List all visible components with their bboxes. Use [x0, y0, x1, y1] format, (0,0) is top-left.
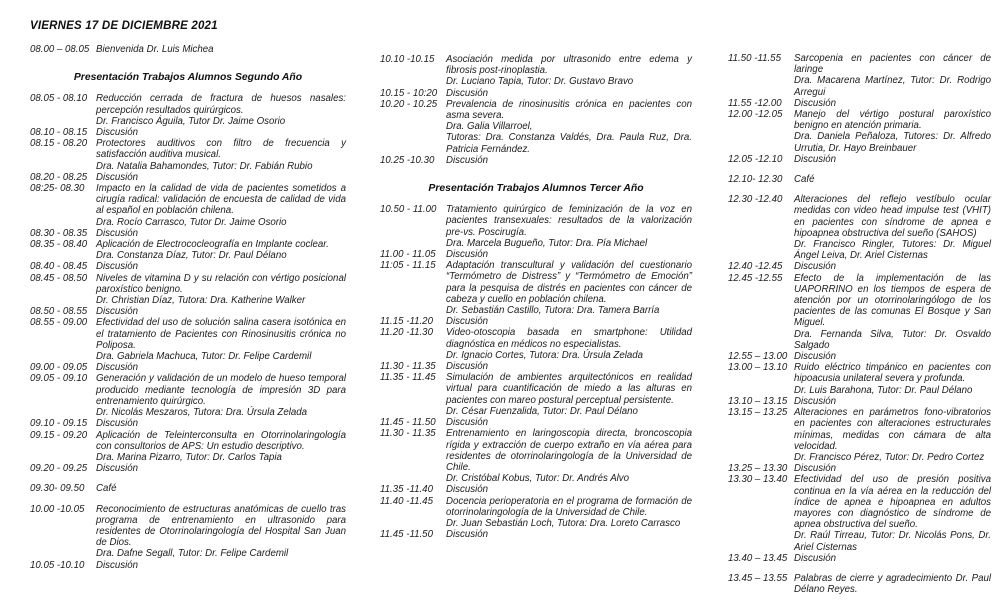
schedule-entry [728, 362, 991, 396]
schedule-entry [728, 261, 991, 272]
schedule-entry [30, 483, 346, 494]
schedule-entry [30, 273, 346, 307]
entry-presenter-text: Dra. Natalia Bahamondes, Tutor: Dr. Fabián Rubio [96, 160, 313, 172]
entry-time: 11.30 - 11.35 [380, 428, 436, 440]
entry-text [96, 560, 346, 571]
entry-presenter-text: Dra. Daniela Peñaloza, Tutores: Dr. Alfredo Urrutia, Dr. Hayo Breinbauer [794, 131, 991, 154]
entry-title-text: Impacto en la calidad de vida de pacientes sometidos a cirugía radical: validación de encuesta de calidad de vida al español en población chilena. [96, 183, 346, 217]
entry-title-text: Efecto de la implementación de las UAPORRINO en los tiempos de espera de atención por un otorrinolaringólogo de los pacientes de las comunas El Bosque y San Miguel. [794, 272, 991, 329]
entry-presenter-text: Dr. Luciano Tapia, Tutor: Dr. Gustavo Bravo [446, 76, 634, 88]
schedule-entry [728, 351, 991, 362]
entry-text [794, 362, 991, 396]
entry-time: 09.10 - 09.15 [30, 418, 88, 430]
entry-text [446, 260, 692, 316]
entry-title-text: Discusión [96, 463, 138, 475]
schedule-entry [30, 418, 346, 429]
entry-text [794, 474, 991, 552]
entry-text [96, 239, 346, 261]
entry-time: 12.30 -12.40 [728, 194, 783, 206]
entry-time: 13.45 – 13.55 [728, 572, 788, 584]
section-heading: Presentación Trabajos Alumnos Segundo Año [73, 72, 303, 84]
schedule-entry [30, 373, 346, 418]
entry-text [96, 317, 346, 362]
entry-time: 13.25 – 13.30 [728, 463, 788, 475]
entry-text [96, 430, 346, 464]
schedule-entry [380, 496, 692, 530]
entry-time: 11.40 -11.45 [380, 495, 433, 507]
entry-title-text: Discusión [794, 351, 836, 363]
entry-title-text: Palabras de cierre y agradecimiento Dr. Paul Délano Reyes. [794, 572, 991, 596]
schedule-entry [30, 228, 346, 239]
entry-time: 11.50 -11.55 [728, 53, 781, 64]
schedule-entry [380, 249, 692, 260]
entry-text [96, 172, 346, 183]
entry-text [794, 396, 991, 407]
entry-presenter-text: Dra. Constanza Díaz, Tutor: Dr. Paul Délano [96, 250, 287, 262]
page-title: VIERNES 17 DE DICIEMBRE 2021 [30, 20, 218, 32]
entry-title-text: Discusión [446, 417, 488, 429]
entry-time: 11.45 - 11.50 [380, 417, 436, 429]
entry-presenter-text: Dra. Galia Villarroel, [446, 121, 533, 133]
entry-title-text: Discusión [794, 153, 836, 165]
entry-time: 12.00 -12.05 [728, 109, 783, 121]
schedule-entry [380, 417, 692, 428]
entry-text [794, 98, 991, 109]
entry-text [96, 93, 346, 127]
entry-title-text: Discusión [96, 261, 138, 273]
entry-presenter-text: Dra. Marina Pizarro, Tutor: Dr. Carlos Tapia [96, 451, 282, 463]
schedule-entry [380, 529, 692, 540]
entry-title-text: Aplicación de Electrococleografía en Implante coclear. [96, 239, 329, 251]
entry-text [794, 53, 991, 98]
entry-time: 12.45 -12.55 [728, 272, 783, 284]
entry-title-text: Prevalencia de rinosinusitis crónica en pacientes con asma severa. [446, 98, 692, 122]
schedule-entry [728, 174, 991, 185]
schedule-column-2 [380, 54, 692, 540]
entry-text [446, 54, 692, 88]
entry-title-text: Discusión [446, 484, 488, 496]
entry-time: 08.00 – 08.05 [30, 44, 90, 55]
entry-text [794, 261, 991, 272]
entry-title-text: Niveles de vitamina D y su relación con vértigo posicional paroxístico benigno. [96, 272, 346, 295]
entry-title-text: Reducción cerrada de fractura de huesos nasales: percepción resultados quirúrgicos. [96, 93, 346, 116]
entry-title-text: Discusión [794, 97, 836, 109]
entry-time: 09.05 - 09.10 [30, 373, 88, 385]
entry-title-text: Efectividad del uso de solución salina casera isotónica en el tratamiento de Pacientes con Rinosinusitis crónica no Poliposa. [96, 317, 346, 351]
entry-text [96, 183, 346, 228]
entry-time: 12.40 -12.45 [728, 261, 783, 273]
entry-presenter-text: Dra. Dafne Segall, Tutor: Dr. Felipe Cardemil [96, 548, 289, 560]
schedule-entry [380, 204, 692, 249]
entry-time: 09.00 - 09.05 [30, 362, 88, 374]
entry-title-text: Discusión [96, 127, 138, 139]
entry-presenter-text: Dr. Juan Sebastián Loch, Tutora: Dra. Loreto Carrasco [446, 517, 681, 529]
entry-text [96, 463, 346, 474]
entry-time: 11.35 - 11.45 [380, 372, 436, 384]
entry-title-text: Bienvenida Dr. Luis Michea [96, 44, 214, 55]
entry-title-text: Discusión [446, 316, 488, 328]
entry-title-text: Discusión [446, 87, 488, 99]
entry-time: 12.05 -12.10 [728, 153, 783, 165]
entry-text [794, 351, 991, 362]
entry-title-text: Café [794, 174, 815, 186]
schedule-entry [380, 428, 692, 484]
entry-text [794, 194, 991, 261]
entry-time: 13.00 – 13.10 [728, 362, 788, 374]
entry-time: 11.45 -11.50 [380, 529, 433, 541]
entry-presenter-text: Dra. Fernanda Silva, Tutor: Dr. Osvaldo Salgado [794, 328, 991, 351]
entry-presenter-text: Dr. Ignacio Cortes, Tutora: Dra. Úrsula Zelada [446, 349, 644, 361]
entry-time: 13.15 – 13.25 [728, 407, 788, 419]
schedule-entry [380, 484, 692, 495]
entry-title-text: Generación y validación de un modelo de hueso temporal producido mediante tecnología de impresión 3D para entrenamiento quirúrgico. [96, 373, 346, 407]
entry-text [446, 428, 692, 484]
entry-title-text: Discusión [96, 227, 138, 239]
entry-time: 11.35 -11.40 [380, 484, 433, 496]
entry-text [446, 99, 692, 155]
entry-text [446, 316, 692, 327]
entry-title-text: Alteraciones en parámetros fono-vibratorios en pacientes con alteraciones estructurales mínimas, medidas con cámara de alta velocidad. [794, 407, 991, 452]
entry-time: 09.30- 09.50 [30, 483, 85, 495]
entry-title-text: Video-otoscopia basada en smartphone: Utilidad diagnóstica en médicos no especialistas. [446, 327, 692, 350]
entry-presenter-text: Dra. Macarena Martínez, Tutor: Dr. Rodrigo Arregui [794, 75, 991, 98]
entry-presenter-text: Dra. Gabriela Machuca, Tutor: Dr. Felipe Cardemil [96, 351, 312, 363]
entry-time: 11.00 - 11.05 [380, 249, 436, 261]
entry-time: 10.25 -10.30 [380, 154, 435, 166]
entry-text [446, 204, 692, 249]
entry-title-text: Discusión [96, 171, 138, 183]
entry-time: 08.45 - 08.50 [30, 272, 88, 284]
entry-title-text: Discusión [794, 463, 836, 475]
entry-time: 11.55 -12.00 [728, 97, 782, 109]
entry-title-text: Aplicación de Teleinterconsulta en Otorrinolaringología con consultorios de APS: Un estudio descriptivo. [96, 429, 346, 452]
entry-time: 10.00 -10.05 [30, 503, 85, 515]
entry-text [446, 88, 692, 99]
entry-time: 10.50 - 11.00 [380, 204, 437, 216]
entry-title-text: Adaptación transcultural y validación del cuestionario “Termómetro de Distress” y “Termómetro de Emoción” para la pesquisa de distrés en pacientes con cáncer de cabeza y cuello en población chilena. [446, 260, 692, 305]
entry-time: 13.30 – 13.40 [728, 474, 788, 486]
entry-time: 11.30 - 11.35 [380, 361, 436, 373]
entry-title-text: Discusión [446, 361, 488, 373]
schedule-entry [728, 573, 991, 595]
entry-title-text: Efectividad del uso de presión positiva continua en la vía aérea en la reducción del índice de apnea e hipoapnea en adultos mayores con diagnóstico de síndrome de apnea obstructiva del sueño. [794, 474, 991, 531]
entry-presenter-text: Dr. César Fuenzalida, Tutor: Dr. Paul Délano [446, 405, 638, 417]
section-heading: Presentación Trabajos Alumnos Tercer Año [428, 183, 644, 195]
entry-text [96, 261, 346, 272]
entry-time: 08.40 - 08.45 [30, 261, 88, 273]
entry-time: 12.55 – 13.00 [728, 351, 788, 363]
schedule-entry [380, 54, 692, 88]
entry-text [446, 361, 692, 372]
entry-presenter-text: Dr. Francisco Águila, Tutor Dr. Jaime Osorio [96, 115, 286, 127]
entry-text [96, 418, 346, 429]
entry-time: 08:25- 08.30 [30, 183, 85, 195]
entry-time: 10.15 - 10:20 [380, 87, 438, 99]
entry-title-text: Tratamiento quirúrgico de feminización de la voz en pacientes transexuales: resultados de la valorización pre-vs. Poscirugía. [446, 204, 692, 238]
entry-text [96, 127, 346, 138]
entry-title-text: Sarcopenia en pacientes con cáncer de laringe [794, 53, 991, 76]
entry-time: 08.15 - 08.20 [30, 138, 88, 150]
entry-text [446, 327, 692, 361]
entry-title-text: Discusión [96, 559, 138, 571]
entry-text [446, 417, 692, 428]
schedule-entry [728, 463, 991, 474]
entry-title-text: Reconocimiento de estructuras anatómicas de cuello tras programa de entrenamiento en ultrasonido para residentes de Otorrinolaringología del Hospital San Juan de Dios. [96, 503, 346, 549]
entry-presenter-text: Dr. Sebastián Castillo, Tutora: Dra. Tamera Barría [446, 305, 660, 317]
entry-text [794, 109, 991, 154]
schedule-entry [728, 407, 991, 463]
schedule-entry [30, 183, 346, 228]
schedule-entry [30, 317, 346, 362]
entry-title-text: Simulación de ambientes arquitectónicos en realidad virtual para cuantificación de miedo a las alturas en pacientes con mareo postural perceptual persistente. [446, 372, 692, 406]
schedule-entry [728, 53, 991, 98]
entry-text [96, 138, 346, 172]
entry-time: 13.10 – 13.15 [728, 395, 788, 407]
entry-title-text: Discusión [446, 529, 488, 541]
entry-text [96, 483, 346, 494]
entry-title-text: Discusión [446, 249, 488, 261]
entry-text [96, 273, 346, 307]
schedule-entry [728, 474, 991, 552]
entry-text [794, 273, 991, 351]
entry-title-text: Entrenamiento en laringoscopia directa, broncoscopia rígida y extracción de cuerpo extraño en vía aérea para residentes de otorrinolaringología de la Universidad de Chile. [446, 428, 692, 473]
schedule-entry [728, 396, 991, 407]
entry-time: 10.05 -10.10 [30, 559, 85, 571]
entry-title-text: Docencia perioperatoria en el programa de formación de otorrinolaringología de la Universidad de Chile. [446, 495, 692, 518]
entry-time: 11:05 - 11.15 [380, 260, 436, 272]
entry-text [96, 373, 346, 418]
schedule-column-1 [30, 44, 346, 571]
entry-title-text: Ruido eléctrico timpánico en pacientes con hipoacusia unilateral severa y profunda. [794, 362, 991, 385]
entry-text [96, 504, 346, 560]
schedule-entry [380, 99, 692, 155]
entry-time: 10.10 -10.15 [380, 54, 435, 65]
entry-text [96, 228, 346, 239]
entry-time: 08.20 - 08.25 [30, 171, 88, 183]
schedule-entry [728, 194, 991, 261]
entry-text [794, 553, 991, 564]
entry-text [794, 174, 991, 185]
entry-time: 11.15 -11.20 [380, 316, 433, 328]
entry-text [446, 155, 692, 166]
schedule-entry [380, 155, 692, 166]
entry-presenter-text: Dr. Raúl Tirreau, Tutor: Dr. Nicolás Pons, Dr. Ariel Cisternas [794, 530, 991, 553]
entry-text [96, 362, 346, 373]
schedule-entry [30, 306, 346, 317]
entry-text [96, 306, 346, 317]
entry-presenter-text: Dr. Luis Barahona, Tutor: Dr. Paul Délano [794, 384, 973, 396]
entry-title-text: Discusión [794, 395, 836, 407]
schedule-entry [30, 138, 346, 172]
entry-text [794, 154, 991, 165]
schedule-column-3 [728, 53, 991, 595]
schedule-entry [728, 273, 991, 351]
entry-time: 13.40 – 13.45 [728, 552, 788, 564]
entry-title-text: Discusión [96, 418, 138, 430]
schedule-entry [380, 260, 692, 316]
entry-presenter-text: Dr. Cristóbal Kobus, Tutor: Dr. Andrés Alvo [446, 473, 630, 485]
entry-time: 12.10- 12.30 [728, 174, 783, 186]
entry-presenter-text: Dr. Francisco Pérez, Tutor: Dr. Pedro Cortez [794, 451, 985, 463]
schedule-entry [30, 463, 346, 474]
entry-time: 08.30 - 08.35 [30, 227, 88, 239]
entry-title-text: Café [96, 483, 117, 495]
entry-time: 08.05 - 08.10 [30, 93, 88, 105]
entry-title-text: Protectores auditivos con filtro de frecuencia y satisfacción auditiva musical. [96, 138, 346, 161]
entry-title-text: Alteraciones del reflejo vestíbulo ocular medidas con video head impulse test (VHIT) en pacientes con síndrome de apnea e hipoapnea obstructiva del sueño (SAHOS) [794, 194, 991, 239]
entry-time: 10.20 - 10.25 [380, 98, 438, 110]
entry-title-text: Discusión [446, 154, 488, 166]
entry-presenter-text: Dr. Nicolás Meszaros, Tutora: Dra. Úrsula Zelada [96, 407, 308, 419]
entry-time: 11.20 -11.30 [380, 327, 433, 339]
entry-presenter-text: Tutoras: Dra. Constanza Valdés, Dra. Paula Ruz, Dra. Patricia Fernández. [446, 132, 692, 155]
schedule-entry [380, 327, 692, 361]
entry-text [446, 529, 692, 540]
schedule-entry [380, 361, 692, 372]
entry-text [446, 496, 692, 530]
entry-time: 08.35 - 08.40 [30, 239, 88, 251]
schedule-entry [30, 560, 346, 571]
schedule-entry [30, 44, 346, 55]
entry-time: 09.20 - 09.25 [30, 463, 88, 475]
entry-text [96, 44, 346, 55]
entry-time: 08.50 - 08.55 [30, 306, 88, 318]
entry-text [794, 407, 991, 463]
schedule-entry [728, 154, 991, 165]
entry-text [446, 372, 692, 417]
schedule-entry [30, 93, 346, 127]
entry-title-text: Discusión [96, 362, 138, 374]
schedule-entry [30, 362, 346, 373]
entry-time: 09.15 - 09.20 [30, 429, 88, 441]
entry-time: 08.55 - 09.00 [30, 317, 88, 329]
entry-text [794, 463, 991, 474]
schedule-entry [30, 172, 346, 183]
entry-title-text: Discusión [96, 306, 138, 318]
schedule-entry [380, 372, 692, 417]
schedule-entry [30, 430, 346, 464]
entry-title-text: Discusión [794, 261, 836, 273]
entry-presenter-text: Dra. Marcela Bugueño, Tutor: Dra. Pía Michael [446, 237, 648, 249]
entry-title-text: Manejo del vértigo postural paroxístico benigno en atención primaria. [794, 109, 991, 132]
entry-presenter-text: Dr. Francisco Ringler, Tutores: Dr. Miguel Ángel Leiva, Dr. Ariel Cisternas [794, 239, 991, 262]
entry-title-text: Asociación medida por ultrasonido entre edema y fibrosis post-rinoplastia. [446, 54, 692, 77]
entry-text [446, 484, 692, 495]
schedule-entry [728, 98, 991, 109]
schedule-entry [30, 504, 346, 560]
entry-presenter-text: Dr. Christian Díaz, Tutora: Dra. Katherine Walker [96, 295, 306, 307]
entry-title-text: Discusión [794, 552, 836, 564]
schedule-entry [30, 261, 346, 272]
entry-presenter-text: Dra. Rocío Carrasco, Tutor Dr. Jaime Osorio [96, 216, 287, 228]
schedule-entry [30, 239, 346, 261]
schedule-entry [728, 109, 991, 154]
schedule-entry [380, 88, 692, 99]
entry-text [446, 249, 692, 260]
entry-time: 08.10 - 08.15 [30, 127, 88, 139]
schedule-entry [380, 316, 692, 327]
schedule-entry [728, 553, 991, 564]
entry-text [794, 573, 991, 595]
schedule-entry [30, 127, 346, 138]
